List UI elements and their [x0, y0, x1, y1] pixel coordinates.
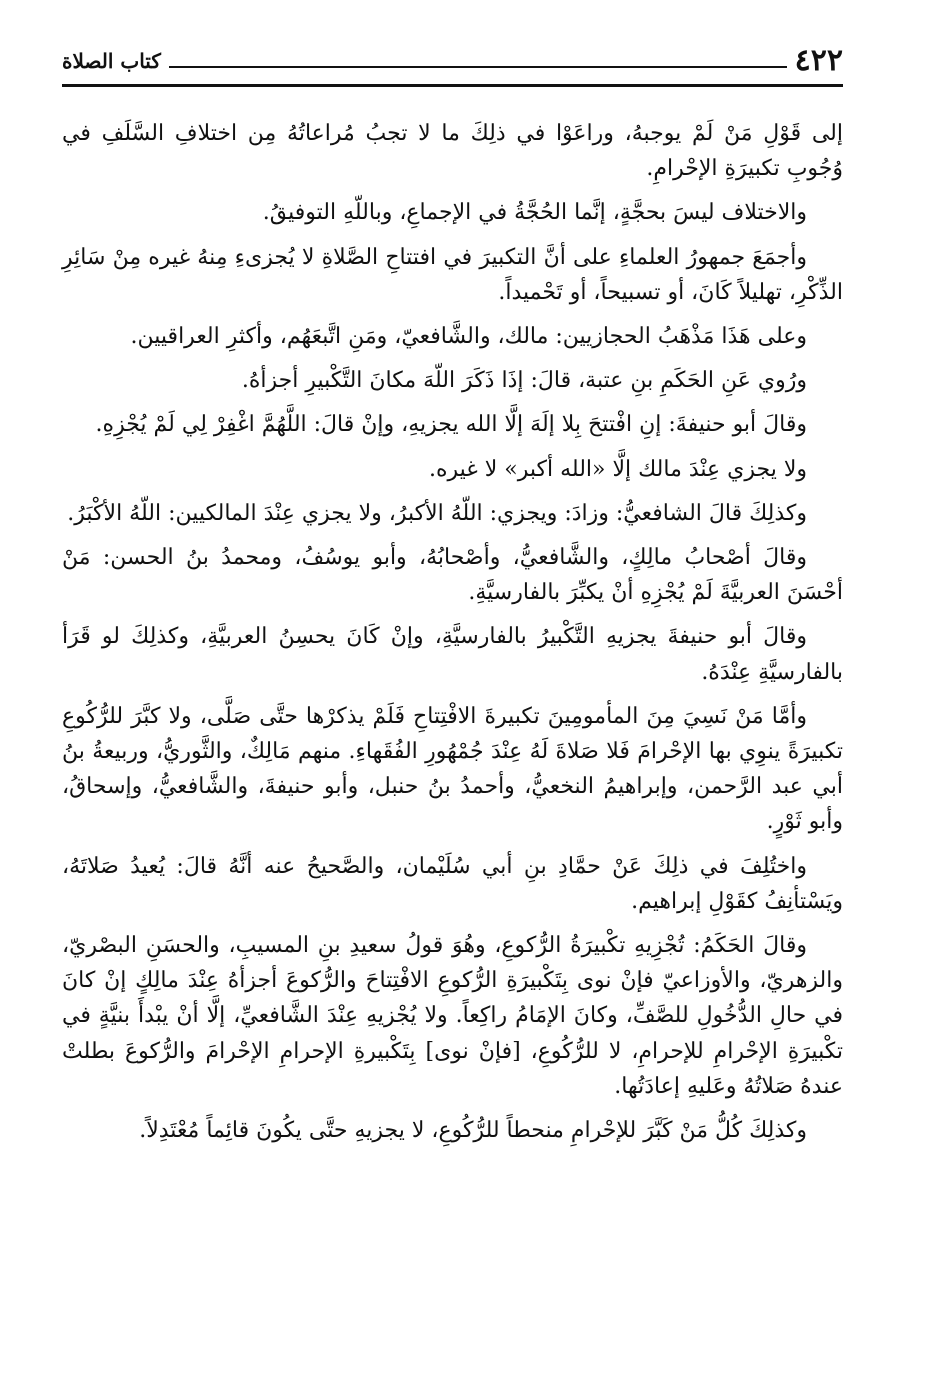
- paragraph: ولا يجزي عِنْدَ مالك إلَّا «الله أكبر» لا غيره.: [428, 456, 807, 482]
- paragraph: وقالَ أبو حنيفةَ يجزيهِ التَّكْبيرُ بالفارسيَّةِ، وإنْ كَانَ يحسِنُ العربيَّةِ، وكذلِكَ لو قَرَأ بالفارسيَّةِ عِنْدَهُ.: [62, 624, 843, 685]
- page-body: [62, 116, 843, 1157]
- paragraph: واختُلِفَ في ذلِكَ عَنْ حمَّادِ بنِ أبي سُلَيْمان، والصَّحيحُ عنه أنَّهُ قالَ: يُعيدُ صَلاتَهُ، ويَسْتأنِفُ كقَوْلِ إبراهيم.: [62, 853, 843, 914]
- paragraph: والاختلاف ليسَ بحجَّةٍ، إنَّما الحُجَّةُ في الإجماعِ، وباللّهِ التوفيقُ.: [262, 200, 807, 226]
- book-title: كتاب الصلاة: [62, 46, 169, 76]
- paragraph: وقالَ أصْحابُ مالِكٍ، والشَّافعيُّ، وأصْحابُهُ، وأبو يوسُفُ، ومحمدُ بنُ الحسن: مَنْ أحْسَنَ العربيَّةَ لَمْ يُجْزِهِ أنْ يكبِّرَ بالفارسيَّةِ.: [62, 545, 843, 606]
- paragraph: إلى قَوْلِ مَنْ لَمْ يوجبهُ، وراعَوْا في ذلِكَ ما لا تجبُ مُراعاتُهُ مِن اختلافِ السَّلَفِ في وُجُوبِ تكبيرَةِ الإحْرامِ.: [62, 121, 843, 182]
- paragraph: وأجمَعَ جمهورُ العلماءِ على أنَّ التكبيرَ في افتتاحِ الصَّلاةِ لا يُجزىءِ مِنهُ غيره مِنْ سَائِرِ الذِّكْرِ، تهليلاً كَانَ، أو تسبيحاً، أو تَحْميداً.: [62, 244, 843, 305]
- page-header: [62, 43, 843, 78]
- paragraph: ورُوي عَنِ الحَكَمِ بنِ عتبة، قالَ: إذَا ذَكَرَ اللّهَ مكانَ التَّكْبيرِ أجزأهُ.: [241, 368, 807, 394]
- paragraph: وكذلِكَ كُلُّ مَنْ كَبَّرَ للإحْرامِ منحطاً للرُّكُوعِ، لا يجزيهِ حتَّى يكُونَ قائِماً مُعْتَدِلاً.: [139, 1118, 807, 1144]
- paragraph: وكذلِكَ قالَ الشافعيُّ: وزادَ: ويجزي: اللّهُ الأكبرُ، ولا يجزي عِنْدَ المالكيين: اللّهُ الأكْبَرُ.: [67, 500, 807, 526]
- paragraph: وقالَ أبو حنيفةَ: إنِ افْتتحَ بِلا إلَهَ إلَّا الله يجزيهِ، وإنْ قالَ: اللَّهُمَّ اغْفِرْ لِي لَمْ يُجْزِهِ.: [95, 412, 807, 438]
- paragraph: وعلى هَذَا مَذْهَبُ الحجازيين: مالك، والشَّافعيّ، ومَنِ اتَّبعَهُم، وأكثرِ العراقيين.: [130, 324, 807, 350]
- header-divider: [62, 84, 843, 87]
- paragraph: وأمَّا مَنْ نَسِيَ مِنَ المأمومِينَ تكبيرةَ الافْتِتاحِ فَلَمْ يذكرْها حتَّى صَلَّى، ولا كبَّرَ للرُّكُوعِ تكبيرَةً ينوِي بها الإحْرامَ فَلا صَلاةَ لَهُ عِنْدَ جُمْهُورِ الفُقَهاءِ. منهم مَالِكٌ، والثَّوريُّ، وربيعةُ بنُ أبي عبد الرَّحمن، وإبراهيمُ النخعيُّ، وأحمدُ بنُ حنبل، وأبو حنيفةَ، والشَّافعيُّ، وإسحاقُ، وأبو ثَوْرٍ.: [62, 703, 843, 835]
- header-line: [169, 66, 787, 68]
- paragraph: وقالَ الحَكَمُ: تُجْزِيهِ تكْبيرَةُ الرُّكوعِ، وهُوَ قولُ سعيدِ بنِ المسيبِ، والحسَنِ البصْريّ، والزهريّ، والأوزاعيّ فإنْ نوى بِتَكْبيرَةِ الرُّكوعِ الافْتِتاحَ والرُّكوعَ أجزأهُ عِنْدَ مالِكٍ إنْ كانَ في حالِ الدُّخُولِ للصَّفِّ، وكانَ الإمَامُ راكِعاً. ولا يُجْزيهِ عِنْدَ الشَّافعيِّ، إلَّا أنْ يبْدأَ بنيَّةٍ في تكْبيرَةِ الإحْرامِ للإحرامِ، لا للرُّكُوعِ، [فإنْ نوى] بِتَكْبيرةِ الإحرامِ الإحْرامَ والرُّكوعَ بطلتْ عندهُ صَلاتُهُ وعَليهِ إعادَتُها.: [62, 933, 843, 1099]
- page-number: ٤٢٢: [787, 46, 843, 76]
